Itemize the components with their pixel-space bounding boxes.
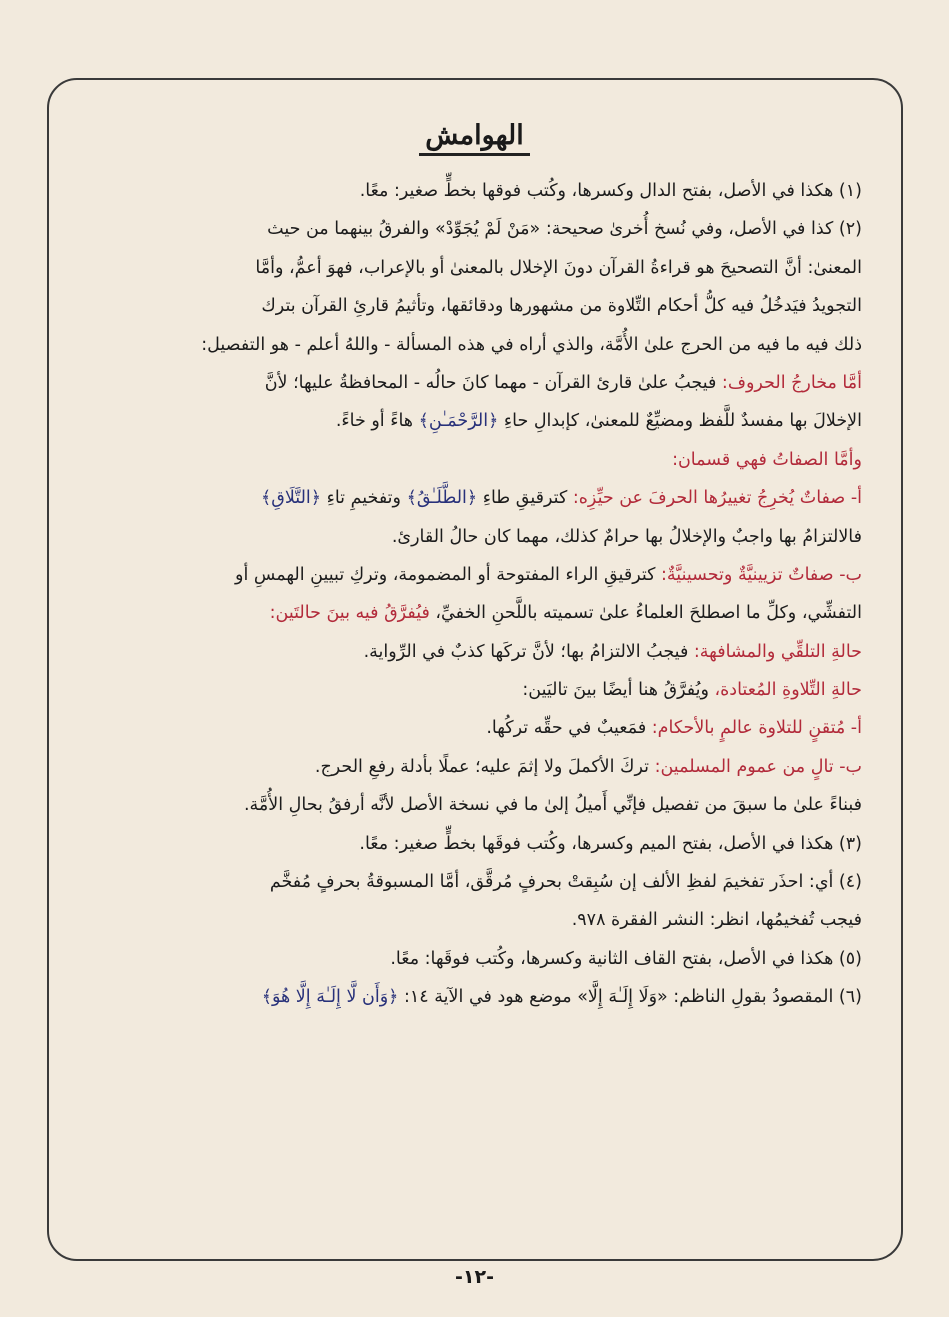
footnote-line xyxy=(82,172,862,210)
body-text: التجويدُ فيَدخُلُ فيه كلُّ أحكام التِّلاوة من مشهورها ودقائقها، وتأثيمُ قارئِ القرآن بترك xyxy=(261,296,862,317)
highlight-heading-text: ب- تالٍ من عموم المسلمين: xyxy=(649,756,862,777)
highlight-heading-text: أ- مُتقنٍ للتلاوة عالمٍ بالأحكام: xyxy=(646,718,862,739)
footnote-line xyxy=(82,978,862,1016)
footnote-line xyxy=(82,249,862,287)
body-text: فالالتزامُ بها واجبٌ والإخلالُ بها حرامٌ كذلك، مهما كان حالُ القارئ. xyxy=(391,526,862,547)
footnote-line xyxy=(82,825,862,863)
footnote-line xyxy=(82,748,862,786)
highlight-heading-text: فيُفرَّقُ فيه بينَ حالتَين: xyxy=(269,603,430,624)
footnote-line xyxy=(82,594,862,632)
footnote-line xyxy=(82,441,862,479)
body-text: فيجبُ علىٰ قارئ القرآن - مهما كانَ حالُه - المحافظةُ عليها؛ لأنَّ xyxy=(264,372,717,393)
quran-quote-text: ﴿الطَّلَـٰقُ﴾ xyxy=(406,488,478,509)
footnote-line xyxy=(82,210,862,248)
highlight-heading-text: وأمَّا الصفاتُ فهي قسمان: xyxy=(672,449,862,470)
quran-quote-text: ﴿الرَّحْمَـٰنِ﴾ xyxy=(418,411,499,432)
footnote-line xyxy=(82,518,862,556)
body-text: (٦) المقصودُ بقولِ الناظم: «وَلَا إِلَـٰهَ إِلَّا» موضع هود في الآية ١٤: xyxy=(398,987,862,1008)
body-text: المعنىٰ: أنَّ التصحيحَ هو قراءةُ القرآن دونَ الإخلال بالمعنىٰ أو بالإعراب، فهوَ أعمُّ، وأمَّا xyxy=(255,257,862,278)
highlight-heading-text: ب- صفاتٌ تزيينيَّةٌ وتحسينيَّةٌ: xyxy=(655,564,862,585)
quran-quote-text: ﴿التَّلَاقِ﴾ xyxy=(261,488,322,509)
highlight-heading-text: أمَّا مخارجُ الحروف: xyxy=(716,372,862,393)
body-text: وتفخيمِ تاءِ xyxy=(321,488,407,509)
body-text: ويُفرَّقُ هنا أيضًا بينَ تاليَين: xyxy=(522,680,709,701)
body-text: تركَ الأكملَ ولا إثمَ عليه؛ عملًا بأدلة رفعِ الحرج. xyxy=(314,756,650,777)
body-text: فمَعيبٌ في حقِّه تركُها. xyxy=(486,718,647,739)
footnote-line xyxy=(82,940,862,978)
footnote-line xyxy=(82,901,862,939)
body-text: (١) هكذا في الأصل، بفتح الدال وكسرها، وكُتب فوقها بخطٍّ صغير: معًا. xyxy=(359,181,862,201)
body-text: التفشِّي، وكلِّ ما اصطلحَ العلماءُ علىٰ تسميته باللَّحنِ الخفيِّ، xyxy=(429,603,862,624)
page-title-text: الهوامش xyxy=(419,120,530,156)
highlight-heading-text: حالةِ التلقِّي والمشافهة: xyxy=(688,641,862,662)
body-text: فبناءً علىٰ ما سبقَ من تفصيل فإنِّي أَميلُ إلىٰ ما في نسخة الأصل لأنَّه أرفقُ بحالِ الأُمَّة. xyxy=(243,795,862,816)
body-text: كترقيقِ الراء المفتوحة أو المضمومة، وتركِ تبيينِ الهمسِ أو xyxy=(235,564,656,585)
body-text: فيجبُ الالتزامُ بها؛ لأنَّ تركَها كذبٌ في الرِّواية. xyxy=(363,641,689,662)
highlight-heading-text: حالةِ التِّلاوةِ المُعتادة، xyxy=(708,680,862,701)
body-text: (٤) أي: احذَر تفخيمَ لفظِ الألف إن سُبِقتْ بحرفٍ مُرقَّق، أمَّا المسبوقةُ بحرفٍ مُفخَّم xyxy=(269,872,862,893)
footnote-line xyxy=(82,709,862,747)
page-number: -١٢- xyxy=(455,1266,494,1288)
body-text: الإخلالَ بها مفسدٌ للَّفظ ومضيِّعٌ للمعنىٰ، كإبدالِ حاءِ xyxy=(498,411,862,432)
body-text: (٥) هكذا في الأصل، بفتح القاف الثانية وكسرها، وكُتب فوقَها: معًا. xyxy=(390,948,862,969)
body-text: (٢) كذا في الأصل، وفي نُسخ أُخرىٰ صحيحة: «مَنْ لَمْ يُجَوِّدْ» والفرقُ بينهما من حيث xyxy=(267,219,862,240)
body-text: كترقيقِ طاءِ xyxy=(477,488,568,509)
body-text: (٣) هكذا في الأصل، بفتح الميم وكسرها، وكُتب فوقَها بخطٍّ صغير: معًا. xyxy=(359,833,862,854)
footnote-line xyxy=(82,402,862,440)
body-text: فيجب تُفخيمُها، انظر: النشر الفقرة ٩٧٨. xyxy=(571,910,862,931)
footnote-line xyxy=(82,786,862,824)
footnote-line xyxy=(82,287,862,325)
footnote-line xyxy=(82,556,862,594)
footnote-line xyxy=(82,863,862,901)
page-title xyxy=(0,118,949,154)
footnote-line xyxy=(82,633,862,671)
quran-quote-text: ﴿وَأَن لَّا إِلَـٰهَ إِلَّا هُوَ﴾ xyxy=(261,987,399,1008)
highlight-heading-text: أ- صفاتٌ يُخرِجُ تغييرُها الحرفَ عن حيِّزِه: xyxy=(567,488,862,509)
body-text: هاءً أو خاءً. xyxy=(335,411,419,432)
body-text: ذلك فيه ما فيه من الحرج علىٰ الأُمَّة، والذي أراه في هذه المسألة - واللهُ أعلم - هو التفصيل: xyxy=(201,334,862,355)
footnote-line xyxy=(82,326,862,364)
footnote-line xyxy=(82,479,862,517)
footnote-line xyxy=(82,671,862,709)
footnote-line xyxy=(82,364,862,402)
footnotes-body xyxy=(82,172,862,1017)
